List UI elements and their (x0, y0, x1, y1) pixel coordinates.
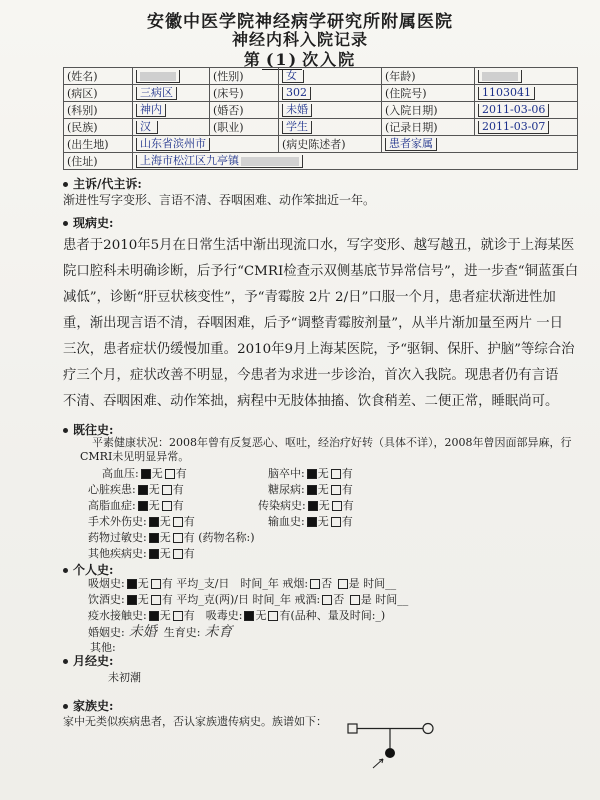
menstrual-heading: 月经史: (63, 652, 113, 669)
checkbox-checked-icon (127, 595, 137, 605)
present-line: 不清、吞咽困难、动作笨拙，病程中无肢体抽搐、饮食稍差、二便正常，睡眠尚可。 (63, 394, 559, 409)
checkbox-checked-icon (307, 517, 317, 527)
checkbox-empty-icon (173, 517, 183, 527)
ethnic-value: 汉 (136, 121, 158, 134)
checkbox-empty-icon (165, 469, 175, 479)
dept-value: 神内 (136, 104, 166, 117)
drug-name-label: (药物名称:) (198, 531, 255, 544)
job-value: 学生 (282, 121, 312, 134)
other-disease-label: 其他疾病史: (88, 547, 147, 560)
record-date-value: 2011-03-07 (478, 121, 549, 134)
checkbox-empty-icon (151, 595, 161, 605)
drink-label: 饮酒史: (88, 593, 125, 606)
past-health-text: 平素健康状况：2008年曾有反复恶心、呕吐，经治疗好转（具体不详），2008年曾因面部异麻，行CMRI未见明显异常。 (80, 436, 572, 463)
checkbox-checked-icon (149, 549, 159, 559)
checkbox-empty-icon (322, 595, 332, 605)
proband-circle-icon (385, 748, 395, 758)
personal-other-label: 其他: (90, 641, 116, 654)
checkbox-checked-icon (307, 469, 317, 479)
record-date-label: (记录日期) (382, 119, 475, 136)
admission-suffix: 次入院 (302, 50, 357, 69)
checkbox-empty-icon (173, 549, 183, 559)
marriage-value: 未婚 (282, 104, 312, 117)
hypertension-label: 高血压: (102, 467, 139, 480)
smoke-detail: 平均_支/日 时间_年 戒烟: (176, 577, 309, 590)
record-title: 神经内科入院记录 (231, 30, 368, 49)
personal-history-grid: 吸烟史: 无 有 平均_支/日 时间_年 戒烟: 否 是 时间__ 饮酒史: 无 有 平均_克(两)/日 时间_年 戒酒: 否 是 时间__ 疫水接触史: 无 有 吸毒史: 无 有(品种、量及时间:_) 婚姻史: 未婚 生育史: 未育 其他: (88, 577, 409, 654)
checkbox-empty-icon (173, 611, 183, 621)
admit-date-value: 2011-03-06 (478, 104, 549, 117)
checkbox-checked-icon (308, 501, 318, 511)
past-history-grid-left: 高血压: 无 有 心脏疾患: 无 有 高脂血症: 无 有 手术外伤史: 无 有 药物过敏史: 无 有 (药物名称:) 其他疾病史: 无 有 (88, 467, 255, 560)
dept-label: (科别) (64, 102, 133, 119)
infectious-label: 传染病史: (258, 499, 306, 512)
narrator-value: 患者家属 (385, 138, 437, 151)
complaint-heading: 主诉/代主诉: (63, 175, 142, 192)
present-line: 重，渐出现言语不清，吞咽困难，后予“调整青霉胺剂量”，从半片渐加量至两片 一日 (63, 316, 564, 331)
id-value: 1103041 (478, 87, 535, 100)
gender-label: (性别) (210, 68, 279, 85)
menstrual-text: 未初潮 (108, 671, 141, 684)
checkbox-empty-icon (331, 469, 341, 479)
marriage-signature: 未婚 (128, 624, 157, 640)
present-line: 减低”，诊断“肝豆状核变性”，予“青霉胺 2片 2/日”口服一个月，患者症状渐进性加 (63, 290, 556, 305)
checkbox-checked-icon (149, 533, 159, 543)
mother-circle-icon (423, 724, 433, 734)
heart-label: 心脏疾患: (88, 483, 136, 496)
proband-arrow-icon (373, 759, 383, 768)
transfusion-label: 输血史: (268, 515, 305, 528)
drink-detail: 平均_克(两)/日 时间_年 戒酒: (176, 593, 321, 606)
job-label: (职业) (210, 119, 279, 136)
fertility-signature: 未育 (204, 624, 233, 640)
address-label: (住址) (64, 153, 133, 170)
ward-value: 三病区 (136, 87, 177, 100)
birthplace-value: 山东省滨州市 (136, 138, 210, 151)
fertility-label: 生育史: (163, 626, 201, 639)
present-line: 疗三个月，症状改善不明显，今患者为求进一步诊治，首次入我院。现患者仍有言语 (63, 368, 559, 383)
patient-info-table (63, 67, 578, 170)
narrator-label: (病史陈述者) (279, 136, 382, 153)
present-line: 患者于2010年5月在日常生活中渐出现流口水，写字变形、越写越丑，就诊于上海某医 (63, 238, 575, 253)
checkbox-empty-icon (350, 595, 360, 605)
present-illness-heading: 现病史: (63, 214, 113, 231)
checkbox-empty-icon (332, 501, 342, 511)
checkbox-checked-icon (138, 485, 148, 495)
allergy-label: 药物过敏史: (88, 531, 147, 544)
checkbox-empty-icon (338, 579, 348, 589)
name-label: (姓名) (64, 68, 133, 85)
name-value (133, 68, 210, 85)
complaint-text: 渐进性写字变形、言语不清、吞咽困难、动作笨拙近一年。 (63, 193, 376, 207)
father-square-icon (348, 724, 357, 733)
admission-number: 1 (275, 50, 289, 69)
age-label: (年龄) (382, 68, 475, 85)
id-label: (住院号) (382, 85, 475, 102)
checkbox-empty-icon (331, 517, 341, 527)
birthplace-label: (出生地) (64, 136, 133, 153)
checkbox-empty-icon (151, 579, 161, 589)
address-value: 上海市松江区九亭镇 (140, 154, 239, 167)
ward-label: (病区) (64, 85, 133, 102)
personal-history-heading: 个人史: (63, 561, 113, 578)
vaccine-label: 疫水接触史: (88, 609, 147, 622)
admission-count: 第 (1) 次入院 (243, 50, 357, 69)
checkbox-checked-icon (141, 469, 151, 479)
ethnic-label: (民族) (64, 119, 133, 136)
checkbox-empty-icon (331, 485, 341, 495)
checkbox-checked-icon (127, 579, 137, 589)
checkbox-empty-icon (173, 533, 183, 543)
checkbox-checked-icon (138, 501, 148, 511)
family-text: 家中无类似疾病患者，否认家族遗传病史。族谱如下： (63, 715, 327, 728)
checkbox-empty-icon (162, 501, 172, 511)
checkbox-checked-icon (307, 485, 317, 495)
smoke-label: 吸烟史: (88, 577, 125, 590)
gender-value: 女 (282, 70, 304, 83)
diabetes-label: 糖尿病: (268, 483, 305, 496)
present-line: 三次，患者症状仍缓慢加重。2010年9月上海某医院，予“驱铜、保肝、护脑”等综合治 (63, 342, 575, 357)
age-value (475, 68, 578, 85)
stroke-label: 脑卒中: (268, 467, 305, 480)
bed-label: (床号) (210, 85, 279, 102)
hospital-name: 安徽中医学院神经病学研究所附属医院 (147, 12, 453, 32)
drug-abuse-label: 吸毒史: (205, 609, 243, 622)
past-history-heading: 既往史: (63, 421, 113, 438)
marriage-history-label: 婚姻史: (88, 626, 125, 639)
present-illness-text (63, 233, 588, 415)
lipid-label: 高脂血症: (88, 499, 136, 512)
pedigree-diagram (345, 715, 440, 775)
checkbox-checked-icon (244, 611, 254, 621)
present-line: 院口腔科未明确诊断，后予行“CMRI检查示双侧基底节异常信号”，进一步查“铜蓝蛋白 (63, 264, 579, 279)
checkbox-checked-icon (149, 611, 159, 621)
admission-prefix: 第 (243, 50, 262, 69)
past-history-grid-right: 脑卒中: 无 有 糖尿病: 无 有 传染病史: 无 有 输血史: 无 有 (258, 467, 354, 528)
bed-value: 302 (282, 87, 311, 100)
checkbox-empty-icon (268, 611, 278, 621)
checkbox-checked-icon (149, 517, 159, 527)
surgery-label: 手术外伤史: (88, 515, 147, 528)
admit-date-label: (入院日期) (382, 102, 475, 119)
marriage-label: (婚否) (210, 102, 279, 119)
drug-abuse-detail: (品种、量及时间:_) (290, 609, 386, 622)
family-heading: 家族史: (63, 697, 113, 714)
checkbox-empty-icon (310, 579, 320, 589)
checkbox-empty-icon (162, 485, 172, 495)
